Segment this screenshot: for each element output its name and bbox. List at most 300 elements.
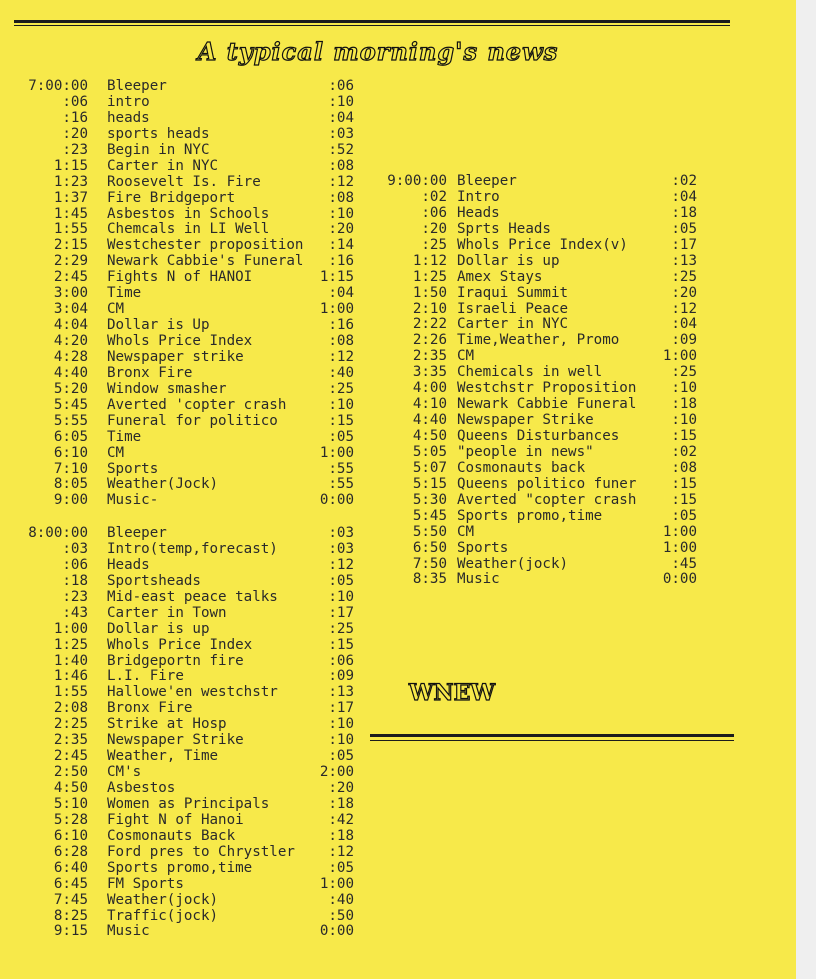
row-time: 1:15 [53, 157, 88, 174]
row-duration: :06 [328, 652, 354, 669]
row-story: Cosmonauts Back [107, 827, 236, 844]
row-time: 8:25 [53, 907, 88, 924]
row-time: 8:35 [412, 571, 447, 588]
row-story: Roosevelt Is. Fire [107, 173, 261, 190]
row-duration: :12 [328, 843, 354, 860]
rundown-row [0, 781, 360, 797]
row-time: 4:40 [53, 364, 88, 381]
row-time: 3:04 [53, 301, 88, 318]
row-time: 4:50 [412, 428, 447, 444]
row-duration: :25 [671, 364, 697, 381]
row-story: Bronx Fire [107, 700, 193, 717]
rundown-row [0, 254, 360, 270]
row-time: 6:10 [53, 444, 88, 461]
row-story: Sports promo,time [457, 507, 603, 524]
row-duration: :17 [328, 604, 354, 621]
row-story: Sports [107, 460, 159, 477]
row-time: 8:05 [53, 476, 88, 493]
row-duration: :13 [671, 252, 697, 269]
row-duration: :08 [328, 333, 354, 349]
row-story: Hallowe'en westchstr [107, 684, 278, 701]
row-time: :06 [421, 204, 447, 221]
page-title [197, 34, 559, 68]
row-story: Newspaper Strike [107, 732, 244, 749]
row-duration: :14 [328, 237, 354, 254]
row-duration: 1:00 [319, 875, 354, 892]
rundown-row [0, 574, 360, 590]
row-time: :23 [62, 588, 88, 605]
rundown-row [0, 191, 360, 207]
row-duration: :12 [328, 173, 354, 190]
row-story: L.I. Fire [107, 668, 184, 685]
bottom-rule-thin [370, 740, 734, 741]
rundown-row [370, 413, 710, 429]
row-duration: :05 [671, 507, 697, 524]
row-story: Cosmonauts back [457, 459, 586, 476]
row-time: 2:50 [53, 764, 88, 781]
rundown-7am [0, 79, 360, 509]
row-story: Carter in Town [107, 604, 227, 621]
row-time: 2:08 [53, 700, 88, 717]
row-time: 8:00:00 [28, 525, 88, 541]
row-duration: 0:00 [319, 923, 354, 940]
row-duration: :05 [328, 859, 354, 876]
row-story: Carter in NYC [107, 157, 219, 174]
rundown-row [0, 893, 360, 909]
row-duration: :03 [328, 525, 354, 541]
row-story: Sportsheads [107, 572, 201, 589]
row-story: Intro(temp,forecast) [107, 540, 278, 557]
rundown-row [370, 174, 710, 190]
rundown-row [0, 350, 360, 366]
row-time: 1:46 [53, 668, 88, 685]
row-time: 3:00 [53, 285, 88, 302]
row-time: :43 [62, 604, 88, 621]
row-time: 4:04 [53, 317, 88, 334]
rundown-row [370, 572, 710, 588]
row-story: Queens Disturbances [457, 428, 620, 444]
row-story: FM Sports [107, 875, 184, 892]
row-time: 4:00 [412, 380, 447, 397]
row-duration: :10 [328, 93, 354, 110]
row-story: Dollar is up [107, 620, 210, 637]
rundown-row [370, 477, 710, 493]
row-duration: :15 [328, 636, 354, 653]
rundown-row [370, 206, 710, 222]
row-duration: :06 [328, 78, 354, 94]
row-duration: :10 [328, 205, 354, 222]
rundown-row [370, 302, 710, 318]
row-duration: :25 [671, 268, 697, 285]
row-story: Bleeper [107, 525, 167, 541]
row-time: :23 [62, 141, 88, 158]
row-time: 1:55 [53, 221, 88, 238]
row-time: 1:25 [412, 268, 447, 285]
rundown-row [370, 349, 710, 365]
row-time: :06 [62, 93, 88, 110]
rundown-row [0, 382, 360, 398]
row-story: Averted 'copter crash [107, 396, 287, 413]
row-story: CM [457, 523, 475, 540]
row-duration: :50 [328, 907, 354, 924]
row-time: 2:35 [53, 732, 88, 749]
rundown-row [0, 590, 360, 606]
rundown-row [0, 813, 360, 829]
row-story: Asbestos in Schools [107, 205, 270, 222]
row-duration: :10 [671, 380, 697, 397]
row-story: sports heads [107, 125, 210, 142]
row-time: 5:28 [53, 811, 88, 828]
row-time: 2:29 [53, 253, 88, 270]
row-duration: :25 [328, 380, 354, 397]
row-duration: :05 [671, 220, 697, 237]
row-time: 7:00:00 [28, 78, 88, 94]
row-story: Heads [107, 556, 150, 573]
row-story: Fights N of HANOI [107, 269, 253, 286]
rundown-row [0, 797, 360, 813]
rundown-row [370, 270, 710, 286]
row-story: Iraqui Summit [457, 284, 569, 301]
row-story: Fight N of Hanoi [107, 811, 244, 828]
rundown-row [370, 541, 710, 557]
row-time: 7:10 [53, 460, 88, 477]
row-time: 5:20 [53, 380, 88, 397]
row-duration: :15 [328, 412, 354, 429]
rundown-row [0, 685, 360, 701]
rundown-row [370, 461, 710, 477]
row-story: Weather(Jock) [107, 476, 219, 493]
row-story: Weather(jock) [457, 555, 569, 572]
row-time: 6:50 [412, 539, 447, 556]
row-duration: 1:00 [662, 348, 697, 365]
row-story: Dollar is up [457, 252, 560, 269]
row-story: Intro [457, 188, 500, 205]
row-duration: :25 [328, 620, 354, 637]
row-story: Music [107, 923, 150, 940]
row-duration: :45 [671, 555, 697, 572]
row-time: 6:45 [53, 875, 88, 892]
row-duration: :04 [328, 109, 354, 126]
row-time: 5:05 [412, 443, 447, 460]
row-story: Music [457, 571, 500, 588]
rundown-row [0, 79, 360, 95]
row-duration: :20 [328, 780, 354, 796]
rundown-row [0, 542, 360, 558]
row-duration: 0:00 [662, 571, 697, 588]
row-time: 5:55 [53, 412, 88, 429]
row-time: 6:05 [53, 428, 88, 445]
rundown-row [0, 207, 360, 223]
rundown-row [0, 238, 360, 254]
row-time: 5:30 [412, 491, 447, 508]
row-story: Heads [457, 204, 500, 221]
rundown-row [0, 701, 360, 717]
rundown-row [0, 477, 360, 493]
row-duration: :55 [328, 476, 354, 493]
row-story: Weather(jock) [107, 891, 219, 908]
row-story: Bleeper [107, 78, 167, 94]
rundown-row [0, 526, 360, 542]
rundown-row [370, 238, 710, 254]
row-duration: :40 [328, 891, 354, 908]
row-story: Sprts Heads [457, 220, 551, 237]
row-story: Queens politico funer [457, 475, 637, 492]
rundown-row [0, 861, 360, 877]
rundown-row [0, 175, 360, 191]
row-story: Bridgeportn fire [107, 652, 244, 669]
row-story: Whols Price Index [107, 333, 253, 349]
row-time: 4:28 [53, 348, 88, 365]
row-time: 1:40 [53, 652, 88, 669]
row-story: Fire Bridgeport [107, 189, 236, 206]
rundown-row [370, 317, 710, 333]
rundown-8am [0, 526, 360, 940]
rundown-row [0, 430, 360, 446]
row-time: :16 [62, 109, 88, 126]
rundown-row [0, 111, 360, 127]
row-duration: :10 [328, 716, 354, 733]
row-time: :20 [421, 220, 447, 237]
row-time: 5:45 [53, 396, 88, 413]
page-edge [796, 0, 816, 979]
rundown-row [370, 222, 710, 238]
rundown-row [370, 381, 710, 397]
rundown-row [0, 924, 360, 940]
rundown-row [370, 397, 710, 413]
row-story: Newark Cabbie's Funeral [107, 253, 304, 270]
row-time: 6:40 [53, 859, 88, 876]
rundown-row [0, 127, 360, 143]
row-duration: :02 [671, 443, 697, 460]
rundown-row [0, 143, 360, 159]
row-time: :03 [62, 540, 88, 557]
rundown-row [0, 877, 360, 893]
row-duration: :10 [328, 588, 354, 605]
row-time: :02 [421, 188, 447, 205]
rundown-row [370, 254, 710, 270]
row-story: Window smasher [107, 380, 227, 397]
row-story: Amex Stays [457, 268, 543, 285]
rundown-row [0, 493, 360, 509]
rundown-row [0, 95, 360, 111]
rundown-row [370, 445, 710, 461]
rundown-row [0, 765, 360, 781]
row-story: Dollar is Up [107, 317, 210, 334]
row-duration: :52 [328, 141, 354, 158]
row-duration: :08 [671, 459, 697, 476]
row-time: 1:23 [53, 173, 88, 190]
row-duration: :18 [671, 204, 697, 221]
rundown-row [0, 334, 360, 350]
row-story: Bronx Fire [107, 364, 193, 381]
row-story: heads [107, 109, 150, 126]
row-time: :25 [421, 236, 447, 253]
row-time: 9:00:00 [387, 173, 447, 189]
row-time: :18 [62, 572, 88, 589]
row-story: Newspaper Strike [457, 412, 594, 429]
row-time: 2:15 [53, 237, 88, 254]
rundown-row [0, 446, 360, 462]
rundown-row [370, 286, 710, 302]
row-time: 4:50 [53, 780, 88, 796]
row-story: Strike at Hosp [107, 716, 227, 733]
row-story: Whols Price Index(v) [457, 236, 628, 253]
row-duration: :16 [328, 317, 354, 334]
row-time: 1:25 [53, 636, 88, 653]
row-story: Funeral for politico [107, 412, 278, 429]
row-duration: :08 [328, 157, 354, 174]
row-time: 1:55 [53, 684, 88, 701]
row-story: Chemicals in well [457, 364, 603, 381]
row-time: 2:22 [412, 316, 447, 333]
row-duration: :04 [671, 188, 697, 205]
row-time: 5:10 [53, 795, 88, 812]
rundown-row [0, 318, 360, 334]
row-duration: :12 [328, 348, 354, 365]
rundown-row [370, 365, 710, 381]
row-duration: 1:00 [662, 539, 697, 556]
row-story: Begin in NYC [107, 141, 210, 158]
row-duration: :05 [328, 748, 354, 765]
row-duration: :10 [671, 412, 697, 429]
row-time: :06 [62, 556, 88, 573]
row-story: Israeli Peace [457, 300, 569, 317]
rundown-row [0, 159, 360, 175]
row-duration: :05 [328, 428, 354, 445]
rundown-row [0, 414, 360, 430]
row-duration: :09 [671, 332, 697, 349]
rundown-row [0, 270, 360, 286]
row-time: 2:45 [53, 748, 88, 765]
row-duration: :10 [328, 396, 354, 413]
row-story: Newark Cabbie Funeral [457, 396, 637, 413]
rundown-row [0, 749, 360, 765]
wnew-logo [392, 678, 512, 708]
row-time: :20 [62, 125, 88, 142]
row-duration: 1:00 [319, 444, 354, 461]
row-duration: :03 [328, 540, 354, 557]
row-duration: :15 [671, 428, 697, 444]
rundown-row [0, 669, 360, 685]
row-time: 5:45 [412, 507, 447, 524]
rundown-row [370, 429, 710, 445]
row-time: 2:45 [53, 269, 88, 286]
rundown-row [370, 333, 710, 349]
row-time: 1:12 [412, 252, 447, 269]
rundown-row [0, 286, 360, 302]
row-story: Newspaper strike [107, 348, 244, 365]
row-duration: :17 [671, 236, 697, 253]
rundown-row [0, 462, 360, 478]
rundown-row [0, 733, 360, 749]
row-duration: :17 [328, 700, 354, 717]
row-story: Whols Price Index [107, 636, 253, 653]
row-time: 4:40 [412, 412, 447, 429]
row-story: Bleeper [457, 173, 517, 189]
row-story: Sports [457, 539, 509, 556]
row-duration: :10 [328, 732, 354, 749]
rundown-row [0, 638, 360, 654]
row-duration: :40 [328, 364, 354, 381]
row-duration: 2:00 [319, 764, 354, 781]
row-time: 2:10 [412, 300, 447, 317]
row-story: CM [457, 348, 475, 365]
row-duration: :20 [671, 284, 697, 301]
row-time: 9:00 [53, 492, 88, 509]
rundown-row [0, 222, 360, 238]
row-story: Ford pres to Chrystler [107, 843, 295, 860]
row-time: 3:35 [412, 364, 447, 381]
row-story: Westchester proposition [107, 237, 304, 254]
row-duration: 0:00 [319, 492, 354, 509]
row-story: Asbestos [107, 780, 176, 796]
rundown-row [0, 366, 360, 382]
rundown-row [0, 717, 360, 733]
row-duration: :09 [328, 668, 354, 685]
row-duration: :20 [328, 221, 354, 238]
row-duration: :08 [328, 189, 354, 206]
rundown-row [0, 398, 360, 414]
row-duration: :04 [328, 285, 354, 302]
row-duration: 1:00 [319, 301, 354, 318]
row-time: 1:00 [53, 620, 88, 637]
row-time: 5:15 [412, 475, 447, 492]
rundown-row [370, 525, 710, 541]
row-time: 5:07 [412, 459, 447, 476]
row-story: Music- [107, 492, 159, 509]
row-time: 4:10 [412, 396, 447, 413]
row-story: CM [107, 301, 125, 318]
row-duration: :15 [671, 475, 697, 492]
row-time: 6:10 [53, 827, 88, 844]
rundown-row [370, 190, 710, 206]
row-time: 1:37 [53, 189, 88, 206]
rundown-row [370, 557, 710, 573]
row-duration: :03 [328, 125, 354, 142]
rundown-row [0, 845, 360, 861]
row-story: Traffic(jock) [107, 907, 219, 924]
row-story: Carter in NYC [457, 316, 569, 333]
row-time: 4:20 [53, 333, 88, 349]
row-duration: :55 [328, 460, 354, 477]
rundown-row [0, 654, 360, 670]
row-time: 5:50 [412, 523, 447, 540]
row-time: 7:45 [53, 891, 88, 908]
row-duration: :04 [671, 316, 697, 333]
row-duration: :12 [328, 556, 354, 573]
row-time: 6:28 [53, 843, 88, 860]
row-time: 2:35 [412, 348, 447, 365]
row-story: Westchstr Proposition [457, 380, 637, 397]
row-duration: :18 [328, 827, 354, 844]
row-duration: 1:00 [662, 523, 697, 540]
row-story: Women as Principals [107, 795, 270, 812]
row-story: Time [107, 285, 142, 302]
row-duration: :18 [671, 396, 697, 413]
row-story: CM [107, 444, 125, 461]
row-story: Sports promo,time [107, 859, 253, 876]
bottom-rule [370, 734, 734, 737]
row-story: "people in news" [457, 443, 594, 460]
row-duration: :02 [671, 173, 697, 189]
row-time: 9:15 [53, 923, 88, 940]
rundown-row [0, 302, 360, 318]
row-duration: :12 [671, 300, 697, 317]
row-time: 2:26 [412, 332, 447, 349]
row-story: intro [107, 93, 150, 110]
rundown-row [0, 829, 360, 845]
row-story: Chemcals in LI Well [107, 221, 270, 238]
